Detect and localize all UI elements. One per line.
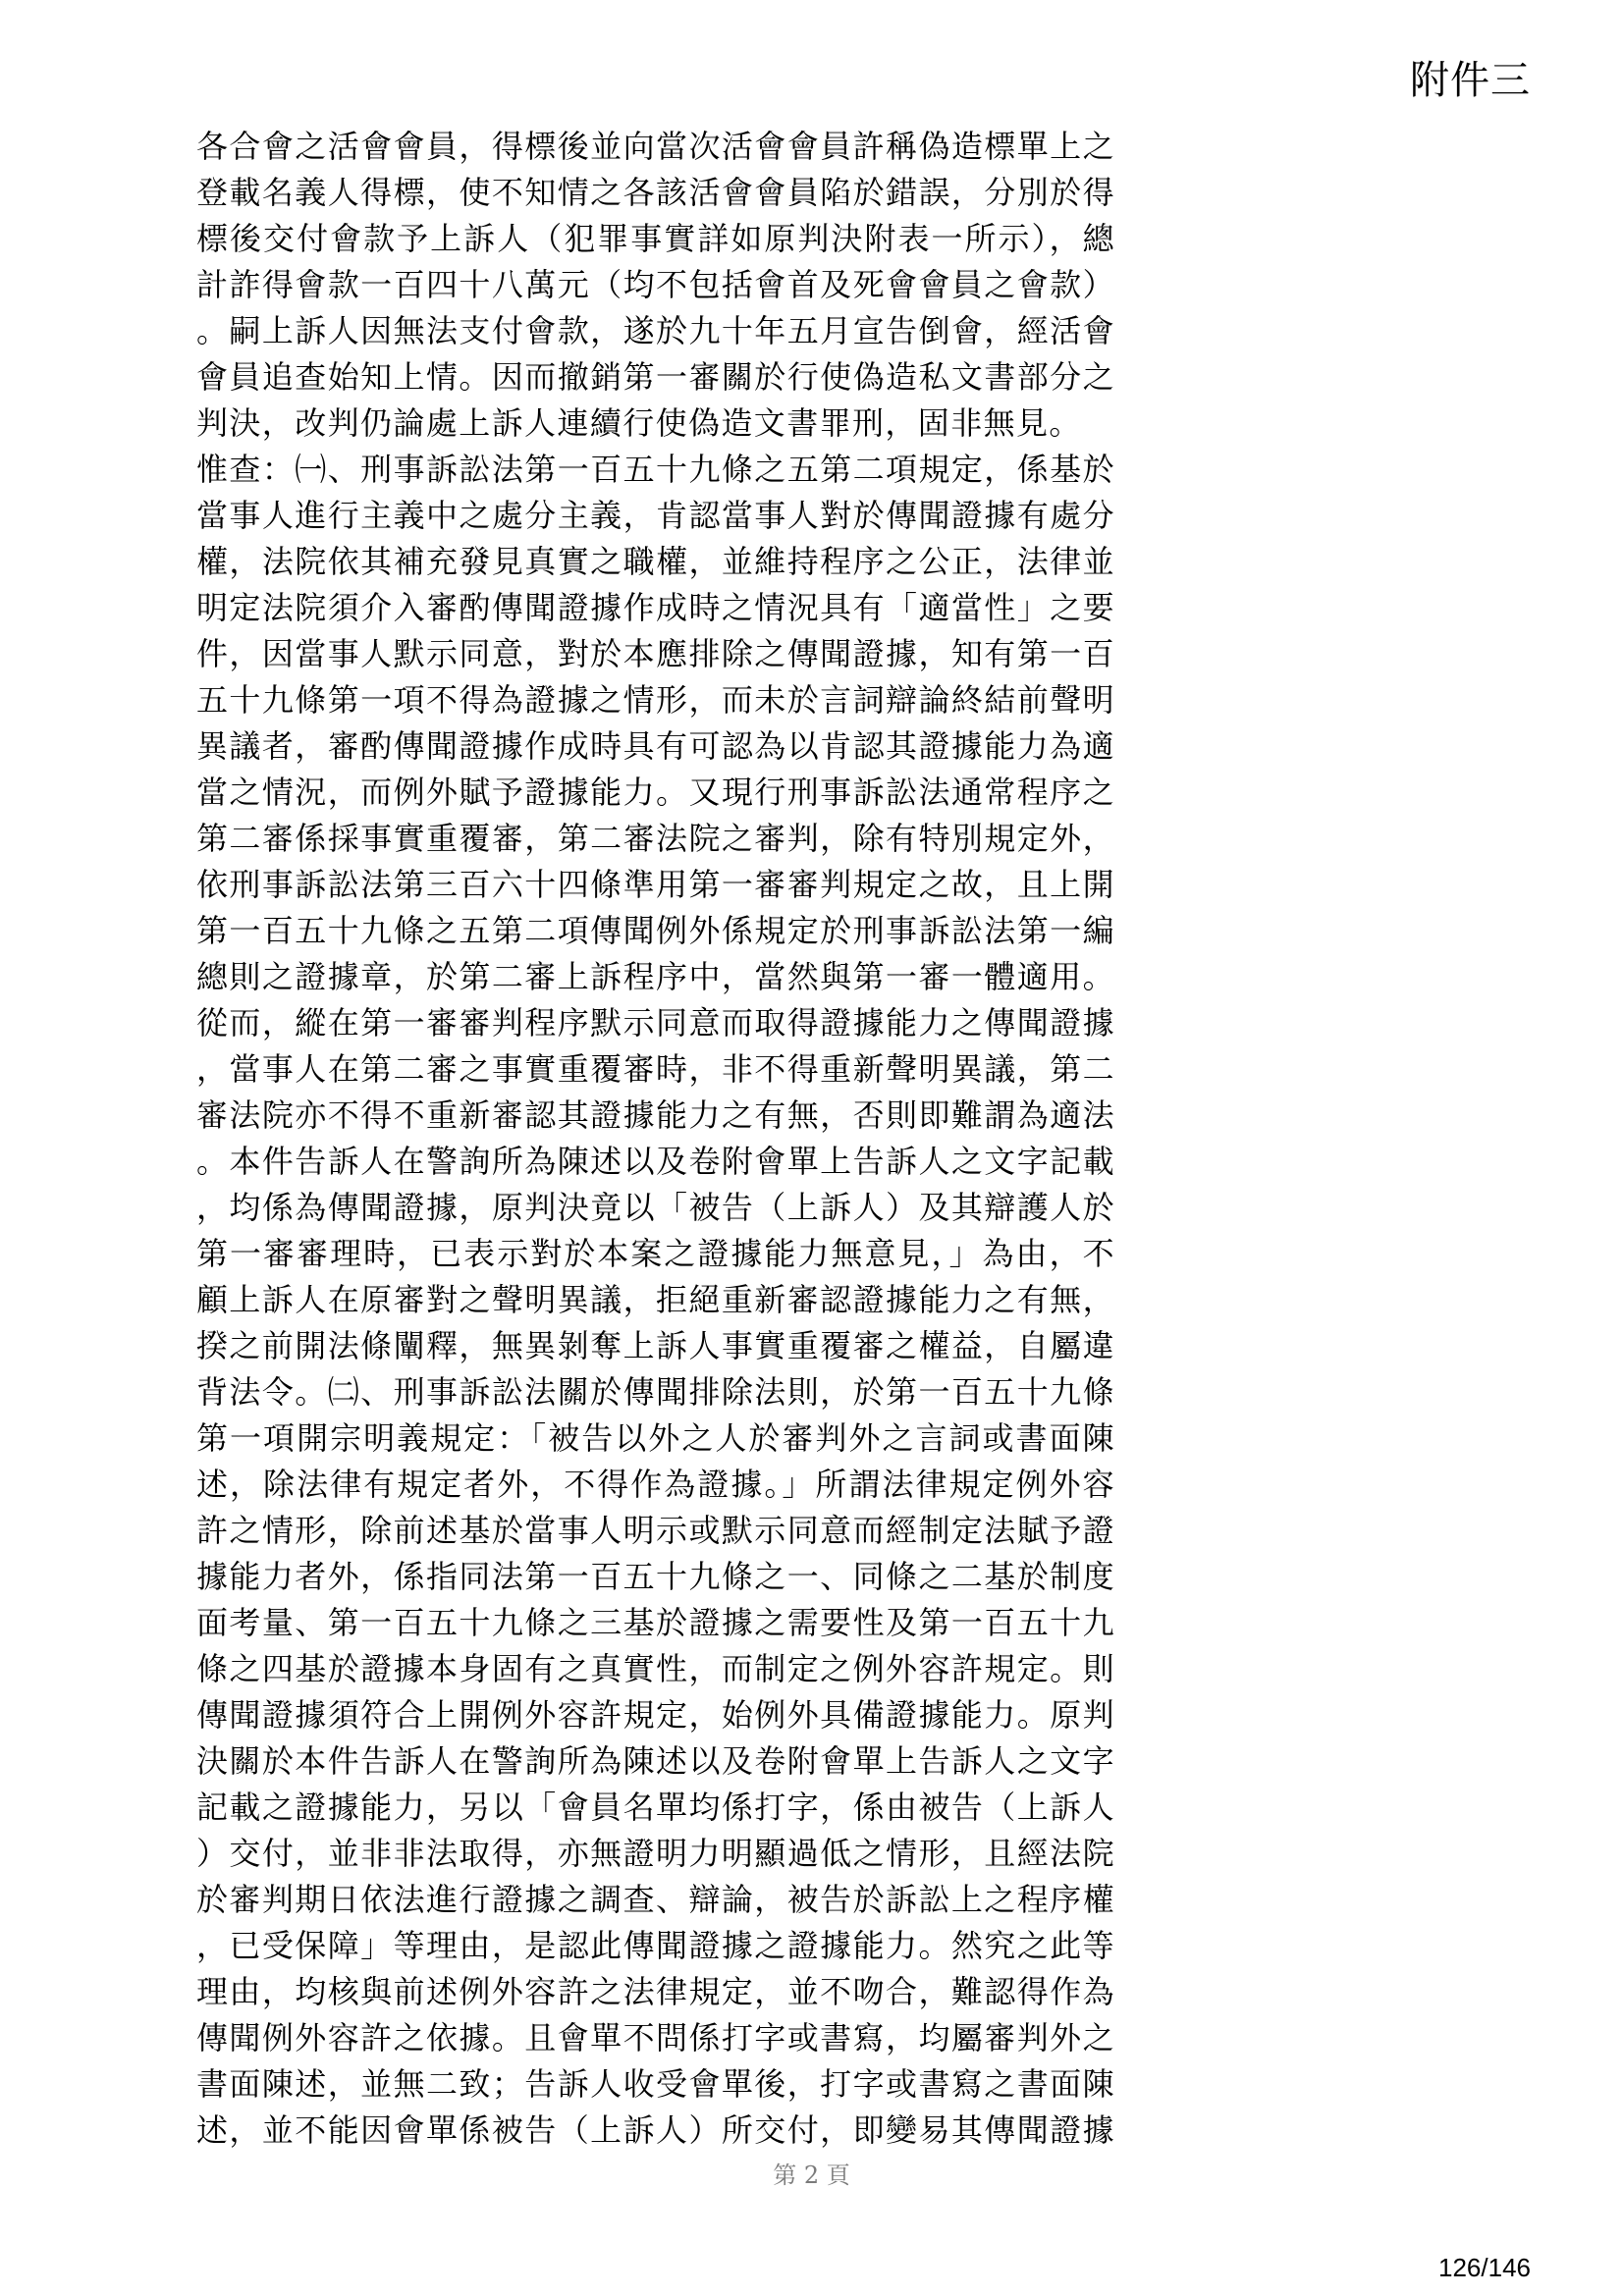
text-line: 審法院亦不得不重新審認其證據能力之有無，否則即難謂為適法 [196, 1096, 1115, 1134]
text-line: ，已受保障」等理由，是認此傳聞證據之證據能力。然究之此等 [196, 1927, 1115, 1964]
text-line: 第一百五十九條之五第二項傳聞例外係規定於刑事訴訟法第一編 [196, 912, 1115, 949]
text-line: 權，法院依其補充發見真實之職權，並維持程序之公正，法律並 [196, 543, 1115, 580]
text-line: 登載名義人得標，使不知情之各該活會會員陷於錯誤，分別於得 [196, 174, 1115, 211]
text-line: 記載之證據能力，另以「會員名單均係打字，係由被告（上訴人 [196, 1789, 1115, 1826]
body-text [196, 124, 1115, 2154]
text-line: 異議者，審酌傳聞證據作成時具有可認為以肯認其證據能力為適 [196, 727, 1115, 765]
text-line: ，當事人在第二審之事實重覆審時，非不得重新聲明異議，第二 [196, 1050, 1115, 1088]
text-line: 第二審係採事實重覆審，第二審法院之審判，除有特別規定外， [196, 820, 1115, 857]
text-line: 第一審審理時，已表示對於本案之證據能力無意見，」為由，不 [196, 1235, 1115, 1272]
text-line: 依刑事訴訟法第三百六十四條準用第一審審判規定之故，且上開 [196, 866, 1115, 903]
text-line: 。嗣上訴人因無法支付會款，遂於九十年五月宣告倒會，經活會 [196, 312, 1115, 349]
text-line: 判決，改判仍論處上訴人連續行使偽造文書罪刑，固非無見。 [196, 404, 1082, 442]
text-line: 揆之前開法條闡釋，無異剝奪上訴人事實重覆審之權益，自屬違 [196, 1327, 1115, 1364]
text-line: 決關於本件告訴人在警詢所為陳述以及卷附會單上告訴人之文字 [196, 1742, 1115, 1780]
text-line: ）交付，並非非法取得，亦無證明力明顯過低之情形，且經法院 [196, 1835, 1115, 1872]
text-line: 惟查：㈠、刑事訴訟法第一百五十九條之五第二項規定，係基於 [196, 451, 1115, 488]
page-counter: 126/146 [1438, 2253, 1531, 2282]
text-line: 傳聞例外容許之依據。且會單不問係打字或書寫，均屬審判外之 [196, 2019, 1115, 2056]
text-line: 當之情況，而例外賦予證據能力。又現行刑事訴訟法通常程序之 [196, 774, 1115, 811]
text-line: 述，除法律有規定者外，不得作為證據。」所謂法律規定例外容 [196, 1466, 1115, 1503]
text-line: 據能力者外，係指同法第一百五十九條之一、同條之二基於制度 [196, 1558, 1115, 1595]
text-line: 當事人進行主義中之處分主義，肯認當事人對於傳聞證據有處分 [196, 497, 1115, 534]
text-line: 各合會之活會會員，得標後並向當次活會會員許稱偽造標單上之 [196, 128, 1115, 165]
text-line: 從而，縱在第一審審判程序默示同意而取得證據能力之傳聞證據 [196, 1004, 1115, 1041]
text-line: 顧上訴人在原審對之聲明異議，拒絕重新審認證據能力之有無， [196, 1281, 1115, 1318]
text-line: 書面陳述，並無二致；告訴人收受會單後，打字或書寫之書面陳 [196, 2065, 1115, 2103]
text-line: 第一項開宗明義規定：「被告以外之人於審判外之言詞或書面陳 [196, 1419, 1115, 1457]
attachment-label: 附件三 [1410, 58, 1531, 103]
text-line: 件，因當事人默示同意，對於本應排除之傳聞證據，知有第一百 [196, 635, 1115, 672]
text-line: 五十九條第一項不得為證據之情形，而未於言詞辯論終結前聲明 [196, 681, 1115, 719]
text-line: 背法令。㈡、刑事訴訟法關於傳聞排除法則，於第一百五十九條 [196, 1373, 1115, 1411]
text-line: 傳聞證據須符合上開例外容許規定，始例外具備證據能力。原判 [196, 1696, 1115, 1734]
text-line: 面考量、第一百五十九條之三基於證據之需要性及第一百五十九 [196, 1604, 1115, 1641]
text-line: 標後交付會款予上訴人（犯罪事實詳如原判決附表一所示），總 [196, 220, 1115, 257]
text-line: 述，並不能因會單係被告（上訴人）所交付，即變易其傳聞證據 [196, 2111, 1115, 2149]
text-line: 明定法院須介入審酌傳聞證據作成時之情況具有「適當性」之要 [196, 589, 1115, 626]
text-line: 。本件告訴人在警詢所為陳述以及卷附會單上告訴人之文字記載 [196, 1143, 1115, 1180]
page-number: 第 2 頁 [773, 2162, 850, 2189]
text-line: 許之情形，除前述基於當事人明示或默示同意而經制定法賦予證 [196, 1512, 1115, 1549]
text-line: 總則之證據章，於第二審上訴程序中，當然與第一審一體適用。 [196, 958, 1115, 995]
text-line: 會員追查始知上情。因而撤銷第一審關於行使偽造私文書部分之 [196, 358, 1115, 396]
text-line: 理由，均核與前述例外容許之法律規定，並不吻合，難認得作為 [196, 1973, 1115, 2010]
text-line: 於審判期日依法進行證據之調查、辯論，被告於訴訟上之程序權 [196, 1881, 1115, 1918]
text-line: 計詐得會款一百四十八萬元（均不包括會首及死會會員之會款） [196, 266, 1115, 303]
text-line: 條之四基於證據本身固有之真實性，而制定之例外容許規定。則 [196, 1650, 1115, 1687]
text-line: ，均係為傳聞證據，原判決竟以「被告（上訴人）及其辯護人於 [196, 1189, 1115, 1226]
